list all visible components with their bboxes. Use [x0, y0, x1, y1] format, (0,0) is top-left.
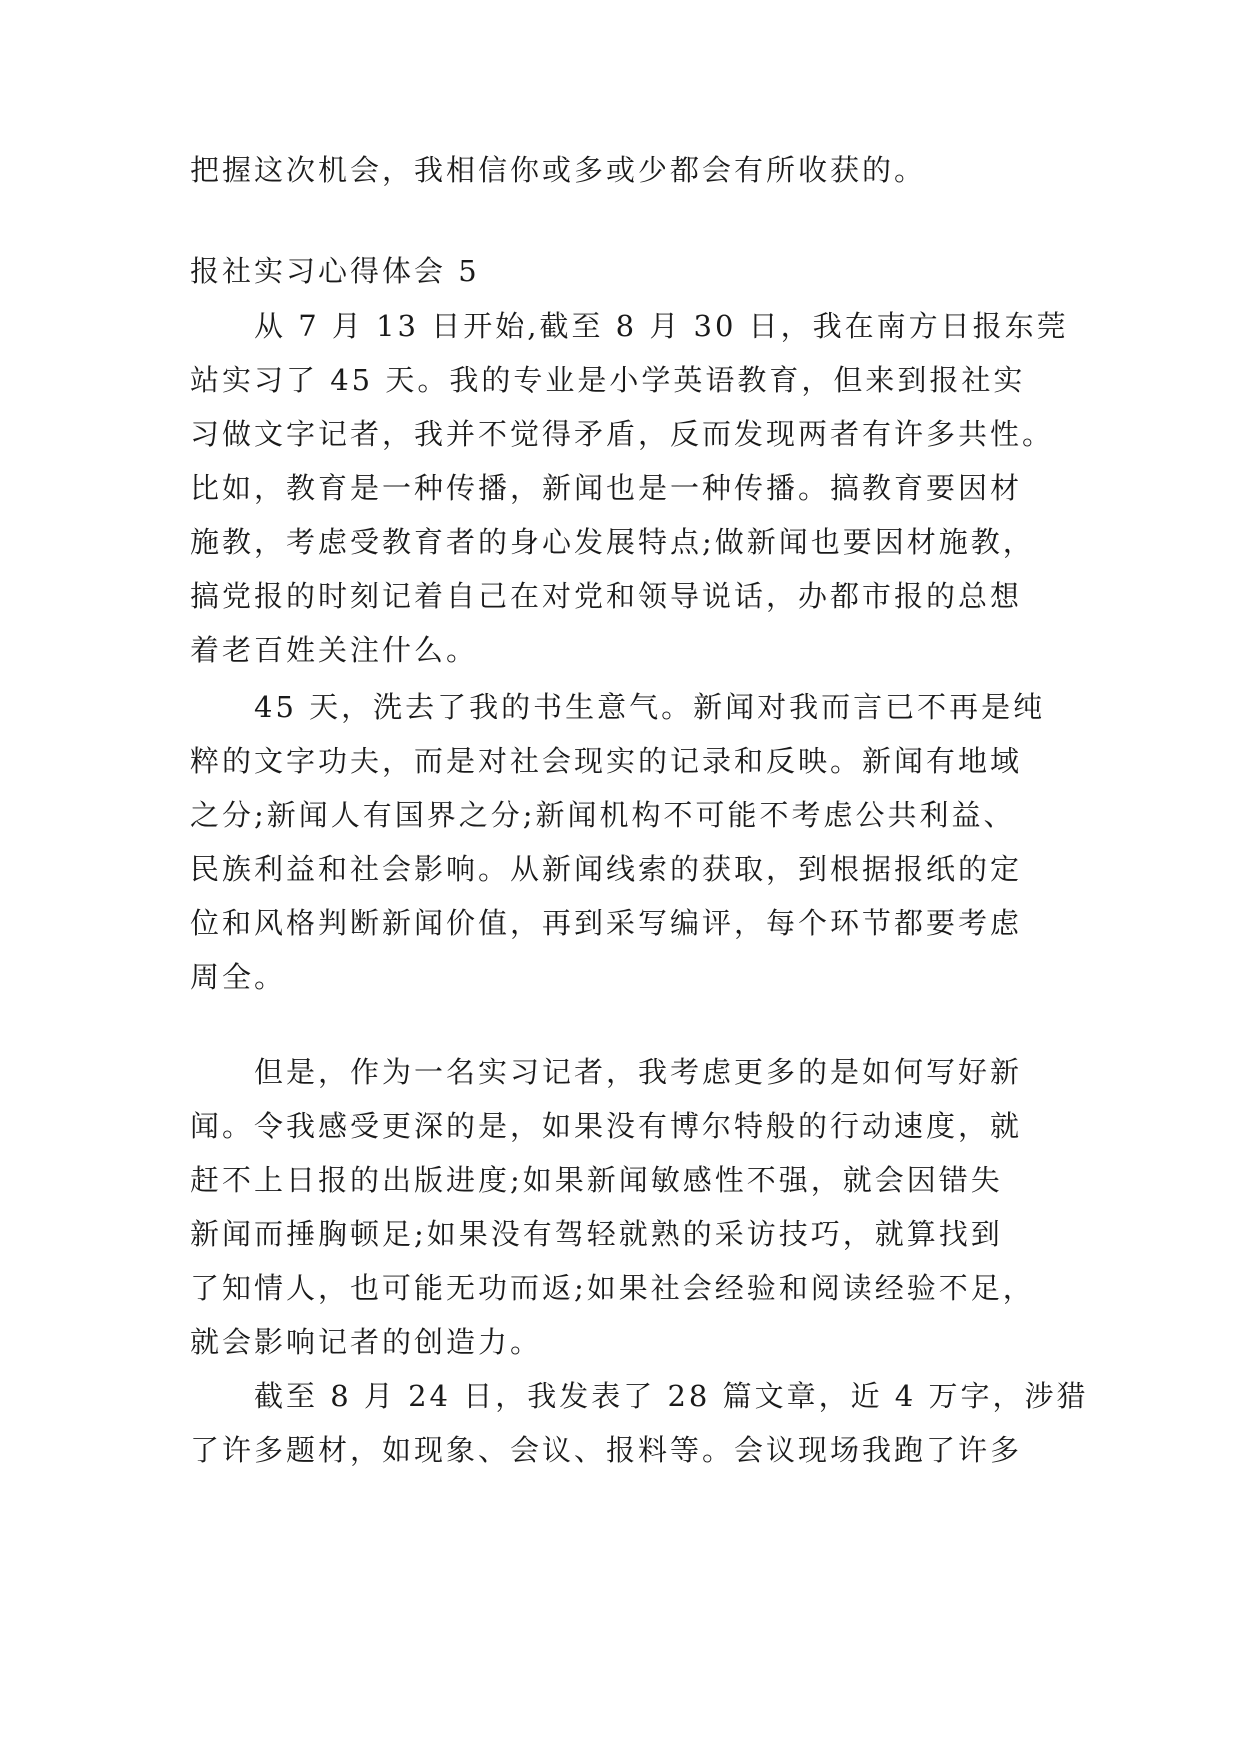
paragraph-3-line-2: 闻。令我感受更深的是，如果没有博尔特般的行动速度，就 — [190, 1109, 1023, 1143]
paragraph-4-line-2: 了许多题材，如现象、会议、报料等。会议现场我跑了许多 — [190, 1433, 1023, 1467]
paragraph-1-line-7: 着老百姓关注什么。 — [190, 633, 479, 667]
paragraph-1-line-5: 施教，考虑受教育者的身心发展特点;做新闻也要因材施教， — [190, 525, 1035, 559]
paragraph-1-line-2: 站实习了 45 天。我的专业是小学英语教育，但来到报社实 — [190, 363, 1026, 397]
text-line: 把握这次机会，我相信你或多或少都会有所收获的。 — [190, 153, 927, 187]
paragraph-3-line-1: 但是，作为一名实习记者，我考虑更多的是如何写好新 — [254, 1055, 1023, 1089]
paragraph-3-line-4: 新闻而捶胸顿足;如果没有驾轻就熟的采访技巧，就算找到 — [190, 1217, 1003, 1251]
paragraph-2-line-1: 45 天，洗去了我的书生意气。新闻对我而言已不再是纯 — [254, 690, 1046, 724]
paragraph-4-line-1: 截至 8 月 24 日，我发表了 28 篇文章，近 4 万字，涉猎 — [254, 1379, 1089, 1413]
paragraph-1-line-6: 搞党报的时刻记着自己在对党和领导说话，办都市报的总想 — [190, 579, 1023, 613]
paragraph-3-line-6: 就会影响记者的创造力。 — [190, 1325, 543, 1359]
paragraph-2-line-4: 民族利益和社会影响。从新闻线索的获取，到根据报纸的定 — [190, 852, 1023, 886]
paragraph-1-line-3: 习做文字记者，我并不觉得矛盾，反而发现两者有许多共性。 — [190, 417, 1055, 451]
paragraph-2-line-3: 之分;新闻人有国界之分;新闻机构不可能不考虑公共利益、 — [190, 798, 1016, 832]
paragraph-1-line-4: 比如，教育是一种传播，新闻也是一种传播。搞教育要因材 — [190, 471, 1023, 505]
paragraph-1-line-1: 从 7 月 13 日开始,截至 8 月 30 日，我在南方日报东莞 — [254, 309, 1069, 343]
paragraph-3-line-3: 赶不上日报的出版进度;如果新闻敏感性不强，就会因错失 — [190, 1163, 1003, 1197]
paragraph-2-line-2: 粹的文字功夫，而是对社会现实的记录和反映。新闻有地域 — [190, 744, 1023, 778]
section-title: 报社实习心得体会 5 — [190, 254, 480, 288]
paragraph-2-line-6: 周全。 — [190, 960, 287, 994]
paragraph-2-line-5: 位和风格判断新闻价值，再到采写编评，每个环节都要考虑 — [190, 906, 1023, 940]
paragraph-3-line-5: 了知情人，也可能无功而返;如果社会经验和阅读经验不足， — [190, 1271, 1035, 1305]
